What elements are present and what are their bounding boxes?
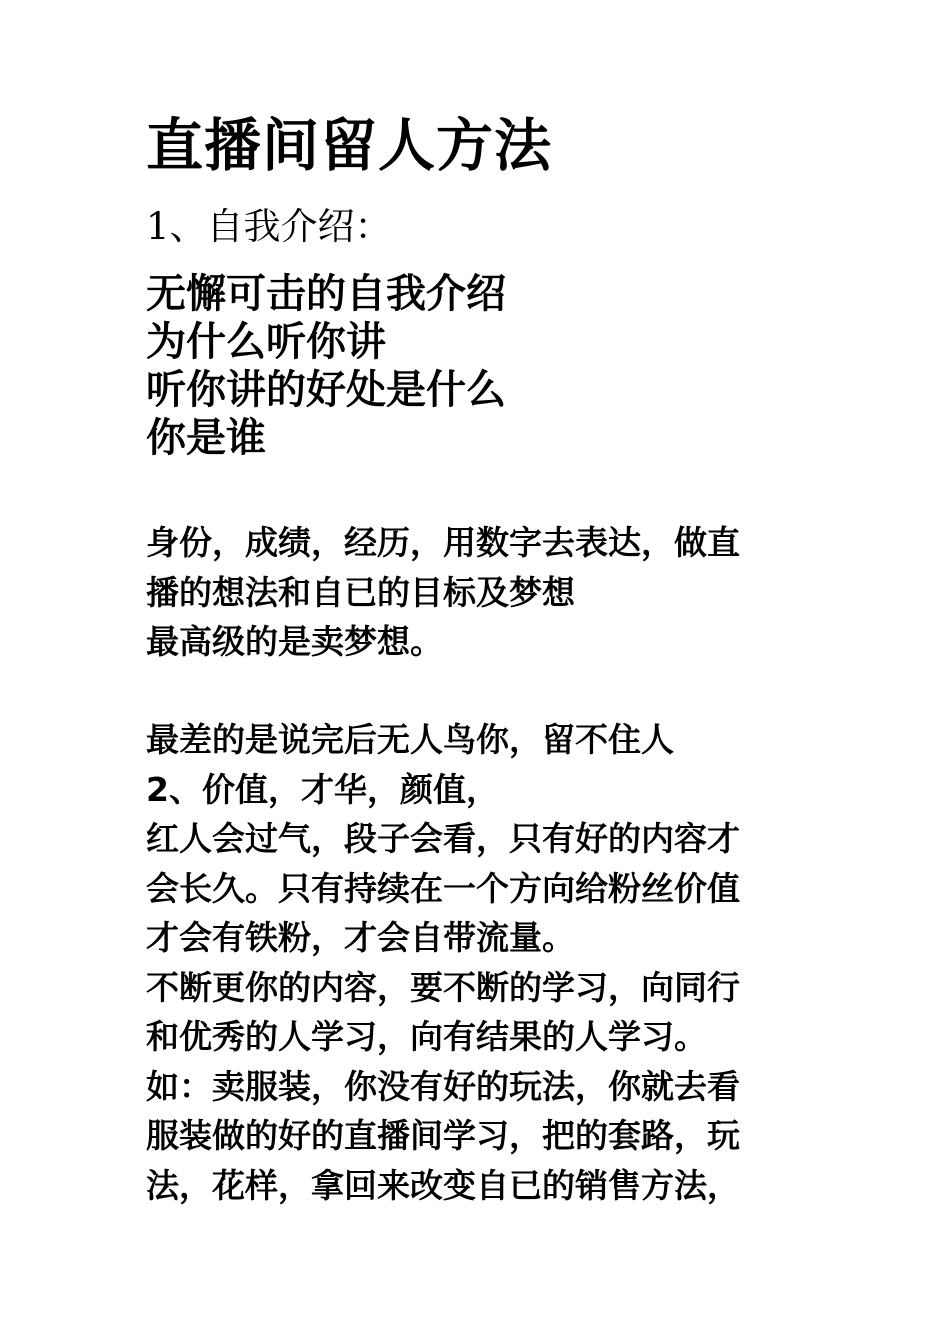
section-2-heading: 2、价值，才华，颜值， (146, 769, 499, 809)
document-title: 直播间留人方法 (146, 113, 552, 179)
paragraph-line: 和优秀的人学习，向有结果的人学习。 (146, 1017, 707, 1056)
point-line: 为什么听你讲 (146, 318, 386, 365)
paragraph-line: 不断更你的内容，要不断的学习，向同行 (146, 967, 740, 1007)
paragraph-line: 红人会过气，段子会看，只有好的内容才 (146, 819, 740, 858)
paragraph-line: 会长久。只有持续在一个方向给粉丝价值 (146, 868, 740, 908)
point-line: 你是谁 (146, 414, 266, 461)
paragraph-line: 法，花样，拿回来改变自已的销售方法， (146, 1165, 740, 1205)
section-1-heading: 1、自我介绍： (146, 205, 392, 248)
paragraph-line: 才会有铁粉，才会自带流量。 (146, 918, 575, 957)
point-line: 听你讲的好处是什么 (146, 366, 506, 413)
paragraph-line: 播的想法和自已的目标及梦想 (146, 572, 575, 612)
paragraph-line: 如：卖服装，你没有好的玩法，你就去看 (146, 1066, 740, 1106)
paragraph-line: 最高级的是卖梦想。 (146, 622, 443, 661)
self-intro-points (146, 270, 506, 462)
paragraph-line: 身份，成绩，经历，用数字去表达，做直 (146, 523, 740, 562)
paragraph-line: 最差的是说完后无人鸟你，留不住人 (146, 720, 674, 759)
paragraph-line: 服装做的好的直播间学习，把的套路，玩 (146, 1116, 740, 1155)
paragraph-value (146, 715, 816, 1210)
paragraph-identity (146, 518, 816, 667)
point-line: 无懈可击的自我介绍 (146, 270, 506, 317)
